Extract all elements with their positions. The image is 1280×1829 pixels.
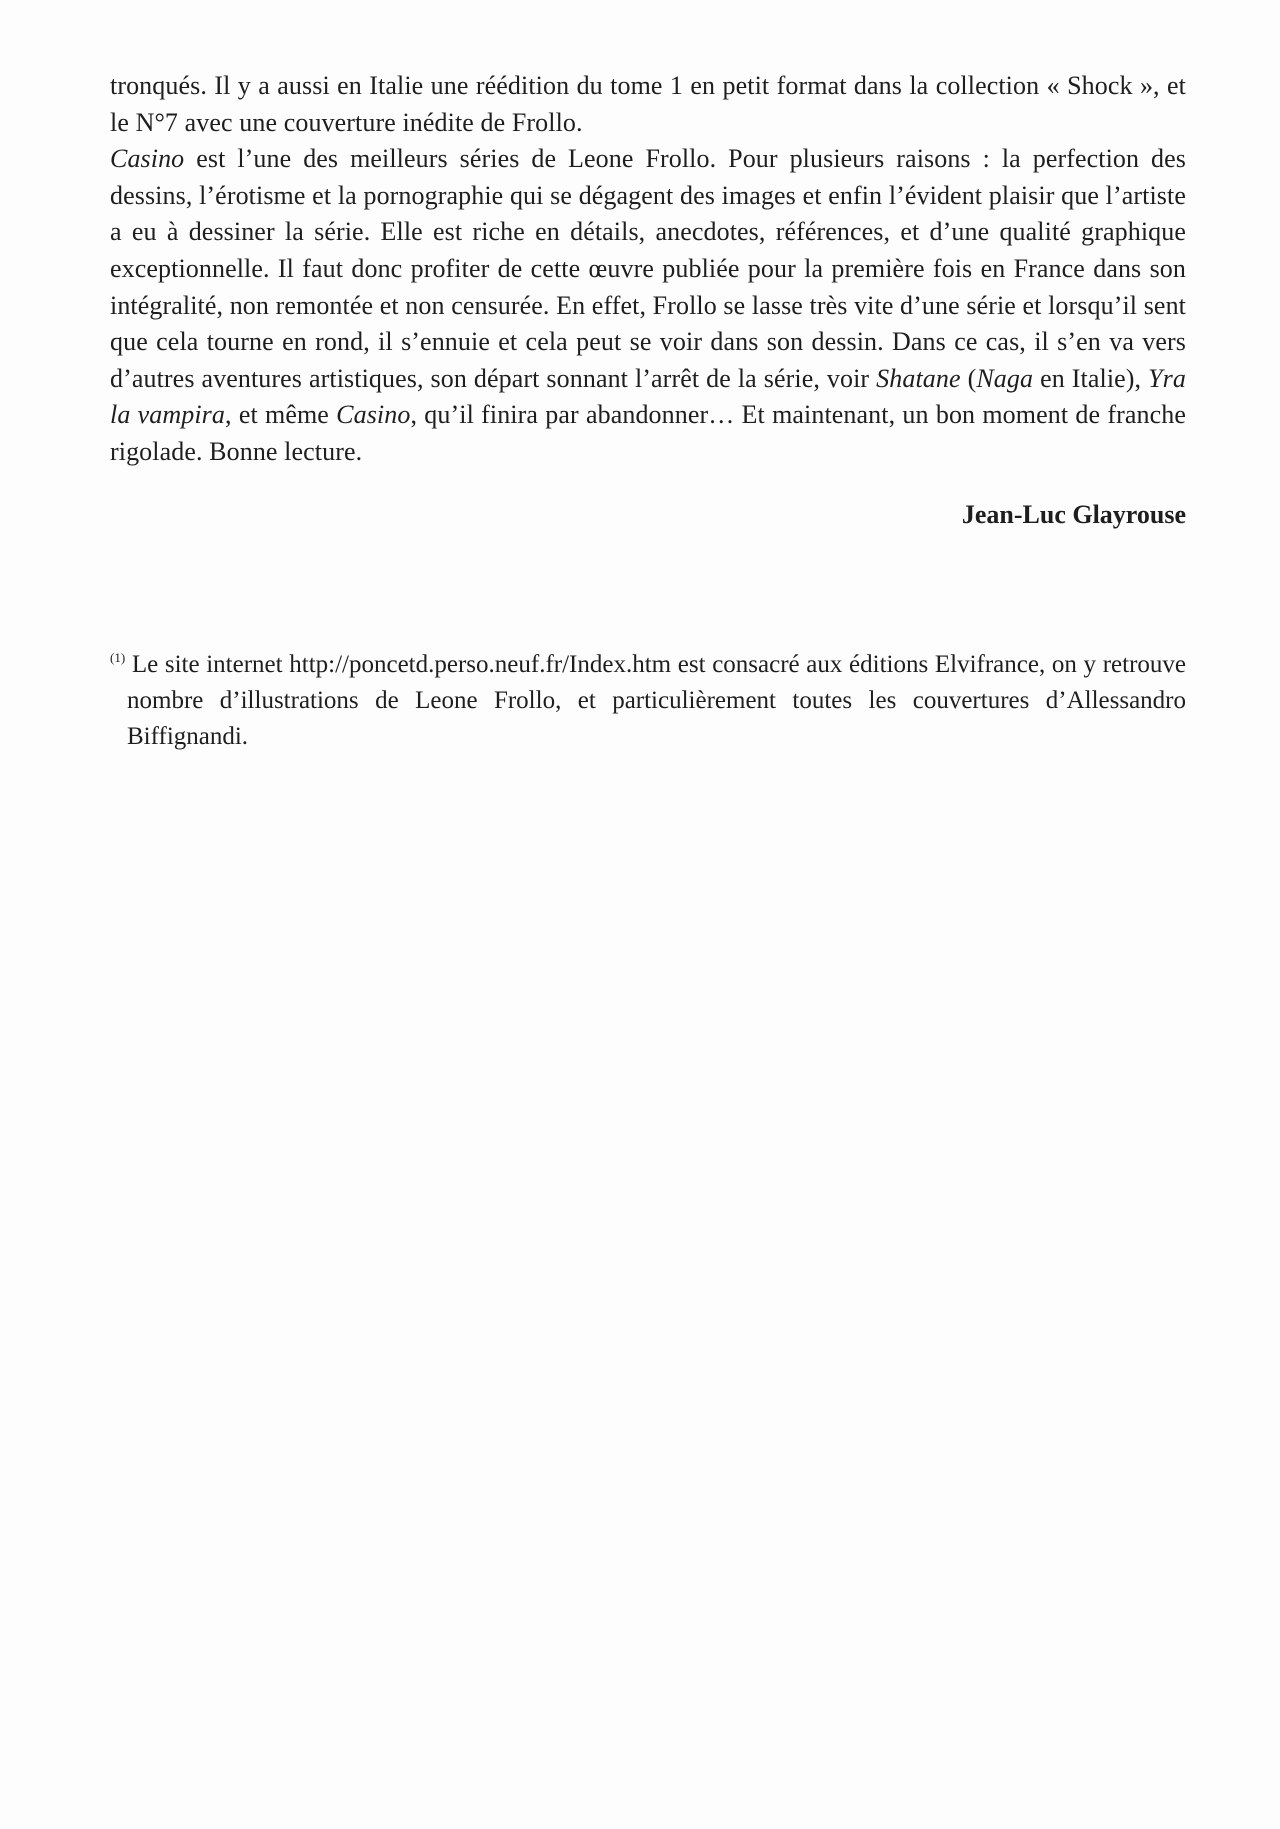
paragraph-continuation (110, 68, 1186, 141)
paragraph-continuation-text: tronqués. Il y a aussi en Italie une réédition du tome 1 en petit format dans la collection « Shock », et le N°7 avec une couverture inédite de Frollo. (110, 71, 1186, 137)
footnote-block (110, 647, 1186, 755)
paragraph-casino (110, 141, 1186, 470)
paragraph-casino-text-5: , qu’il finira par abandonner… Et maintenant, un bon moment de franche rigolade. Bonne lecture. (110, 400, 1186, 466)
footnote-paragraph (110, 647, 1186, 755)
series-title-yra-la-vampira: Yra la vampira (110, 363, 1186, 430)
series-title-casino: Casino (110, 144, 185, 174)
paragraph-casino-text-4: , et même (225, 400, 337, 430)
paragraph-casino-text-3: en Italie), (1033, 363, 1149, 393)
footnote-text: Le site internet http://poncetd.perso.neuf.fr/Index.htm est consacré aux éditions Elvifrance, on y retrouve nombre d’illustrations de Leone Frollo, et particulièrement toutes les couvertures d’Allessandro Biffignandi. (125, 651, 1186, 751)
series-title-casino-2: Casino (336, 400, 411, 430)
paragraph-casino-text-2: ( (960, 363, 977, 393)
author-signature: Jean-Luc Glayrouse (961, 499, 1186, 529)
footnote-marker: (1) (110, 650, 126, 666)
series-title-shatane: Shatane (876, 363, 961, 393)
paragraph-casino-text-1: est l’une des meilleurs séries de Leone Frollo. Pour plusieurs raisons : la perfection des dessins, l’érotisme et la pornographie qui se dégagent des images et enfin l’évident plaisir que l’artiste a eu à dessiner la série. Elle est riche en détails, anecdotes, références, et d’une qualité graphique exceptionnelle. Il faut donc profiter de cette œuvre publiée pour la première fois en France dans son intégralité, non remontée et non censurée. En effet, Frollo se lasse très vite d’une série et lorsqu’il sent que cela tourne en rond, il s’ennuie et cela peut se voir dans son dessin. Dans ce cas, il s’en va vers d’autres aventures artistiques, son départ sonnant l’arrêt de la série, voir (110, 144, 1186, 393)
series-title-naga: Naga (976, 363, 1034, 393)
